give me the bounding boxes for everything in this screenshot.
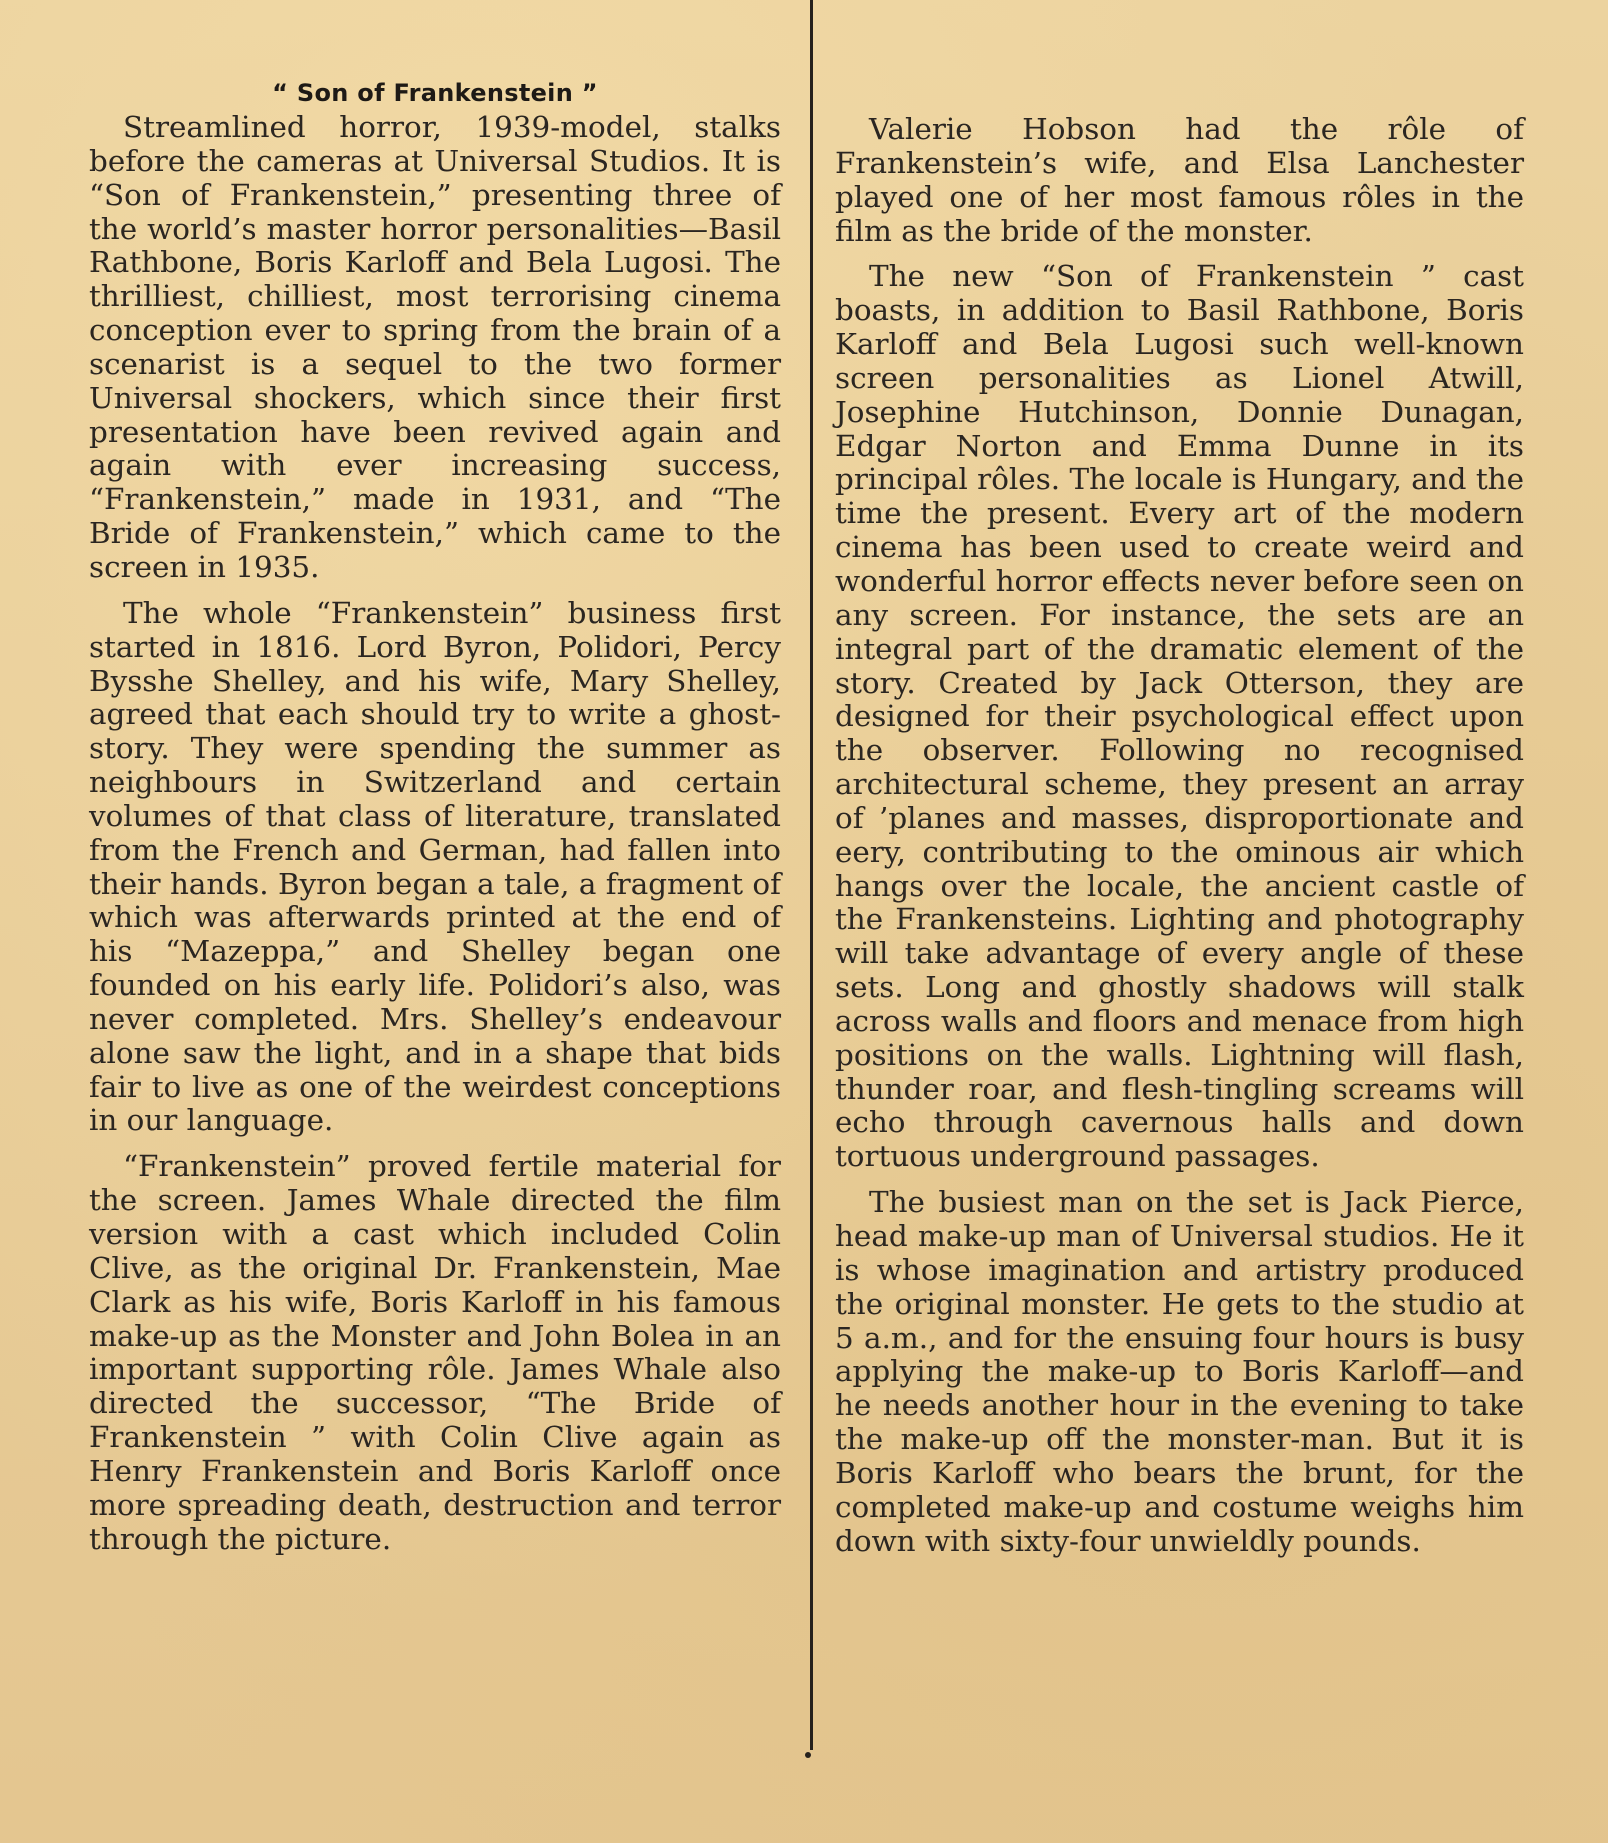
column-divider <box>810 0 813 1750</box>
left-column <box>89 78 781 1568</box>
paragraph-new-cast: The new “Son of Frankenstein ” cast boasts, in addition to Basil Rathbone, Boris Karloff and Bela Lugosi such well-known screen personalities as Lionel Atwill, Josephine Hutchinson, Donnie Dunagan, Edgar Norton and Emma Dunne in its principal rôles. The locale is Hungary, and the time the present. Every art of the modern cinema has been used to create weird and wonderful horror effects never before seen on any screen. For instance, the sets are an integral part of the dramatic element of the story. Created by Jack Otterson, they are designed for their psychological effect upon the observer. Following no recognised architectural scheme, they present an array of ’planes and masses, disproportionate and eery, contributing to the ominous air which hangs over the locale, the ancient castle of the Frankensteins. Lighting and photography will take advantage of every angle of these sets. Long and ghostly shadows will stalk across walls and floors and menace from high positions on the walls. Lightning will flash, thunder roar, and flesh-tingling screams will echo through cavernous halls and down tortuous underground passages. <box>835 259 1524 1174</box>
right-column <box>835 113 1524 1570</box>
paragraph-makeup: The busiest man on the set is Jack Pierce, head make-up man of Universal studios. He it is whose imagination and artistry produced the original monster. He gets to the studio at 5 a.m., and for the ensuing four hours is busy applying the make-up to Boris Karloff—and he needs another hour in the evening to take the make-up off the monster-man. But it is Boris Karloff who bears the brunt, for the completed make-up and costume weighs him down with sixty-four unwieldly pounds. <box>835 1185 1524 1558</box>
paragraph-bride-cast: Valerie Hobson had the rôle of Frankenstein’s wife, and Elsa Lanchester played one of her most famous rôles in the film as the bride of the monster. <box>835 112 1524 248</box>
paragraph-film-history: “Frankenstein” proved fertile material for the screen. James Whale directed the film version with a cast which included Colin Clive, as the original Dr. Frankenstein, Mae Clark as his wife, Boris Karloff in his famous make-up as the Monster and John Bolea in an important supporting rôle. James Whale also directed the successor, “The Bride of Frankenstein ” with Colin Clive again as Henry Frankenstein and Boris Karloff once more spreading death, destruction and terror through the picture. <box>89 1149 781 1556</box>
divider-end-mark <box>805 1752 811 1758</box>
paragraph-origin: The whole “Frankenstein” business first started in 1816. Lord Byron, Polidori, Percy Bysshe Shelley, and his wife, Mary Shelley, agreed that each should try to write a ghost-story. They were spending the summer as neighbours in Switzerland and certain volumes of that class of literature, translated from the French and German, had fallen into their hands. Byron began a tale, a fragment of which was afterwards printed at the end of his “Mazeppa,” and Shelley began one founded on his early life. Polidori’s also, was never completed. Mrs. Shelley’s endeavour alone saw the light, and in a shape that bids fair to live as one of the weirdest conceptions in our language. <box>89 595 781 1138</box>
article-title: “ Son of Frankenstein ” <box>272 79 598 107</box>
paragraph-intro: Streamlined horror, 1939-model, stalks before the cameras at Universal Studios. It is “Son of Frankenstein,” presenting three of the world’s master horror personalities—Basil Rathbone, Boris Karloff and Bela Lugosi. The thrilliest, chilliest, most terrorising cinema conception ever to spring from the brain of a scenarist is a sequel to the two former Universal shockers, which since their first presentation have been revived again and again with ever increasing success, “Frankenstein,” made in 1931, and “The Bride of Frankenstein,” which came to the screen in 1935. <box>89 110 781 584</box>
